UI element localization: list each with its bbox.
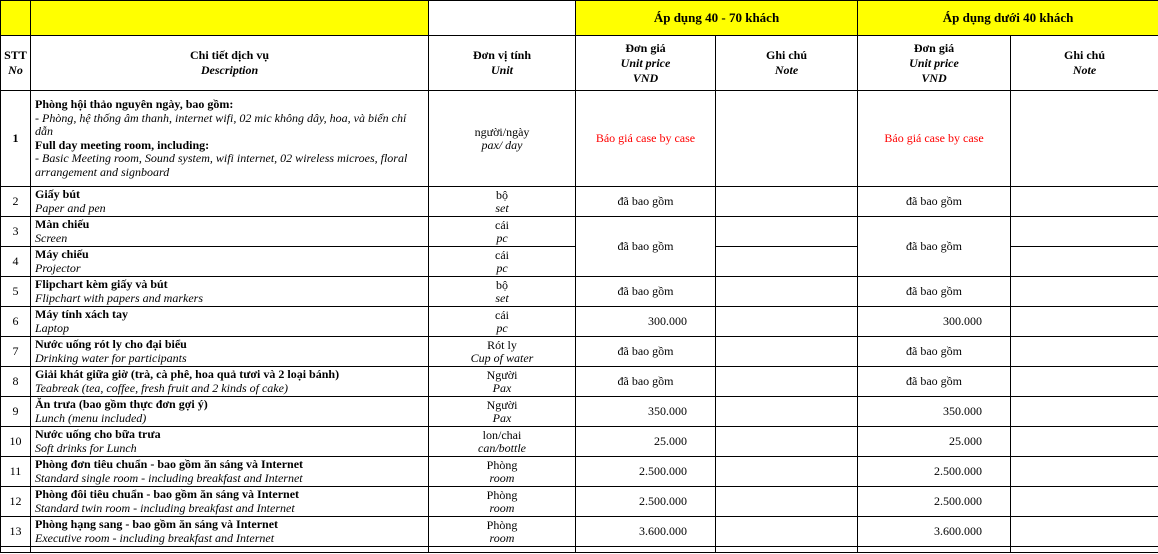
- description-cell: [31, 187, 429, 217]
- service-name-en: Lunch (menu included): [35, 410, 147, 425]
- note-cell-40-70: [716, 427, 858, 457]
- unit-en: Pax: [492, 380, 512, 395]
- service-name-en: Standard single room - including breakfast and Internet: [35, 470, 303, 485]
- unit-vi: bộ: [496, 187, 508, 202]
- service-name-en: Paper and pen: [35, 200, 106, 215]
- price-cell-under-40: 2.500.000: [858, 457, 1011, 487]
- description-cell: [31, 457, 429, 487]
- service-name-vi: Ăn trưa (bao gồm thực đơn gợi ý): [35, 397, 208, 411]
- note-header-vi: Ghi chú: [766, 48, 808, 62]
- table-row: [1, 517, 1158, 547]
- unit-en: room: [489, 500, 515, 515]
- unit-cell: [429, 91, 576, 187]
- price-cell-under-40: 25.000: [858, 427, 1011, 457]
- note-cell-40-70: [716, 517, 858, 547]
- note-cell-under-40: [1011, 367, 1158, 397]
- service-name-vi: Phòng hạng sang - bao gồm ăn sáng và Internet: [35, 517, 279, 531]
- service-name-vi: Máy chiếu: [35, 247, 89, 261]
- unit-cell: [429, 277, 576, 307]
- blank-desc-cell: [31, 1, 429, 36]
- price-header-under-40: [858, 36, 1011, 91]
- row-number-cell: 9: [1, 397, 31, 427]
- empty-cell: [1, 547, 31, 553]
- note-cell-40-70: [716, 187, 858, 217]
- note-cell-under-40: [1011, 517, 1158, 547]
- blank-stt-cell: [1, 1, 31, 36]
- group-header-row: [1, 1, 1158, 36]
- unit-en: room: [489, 470, 515, 485]
- row-number-cell: 1: [1, 91, 31, 187]
- table-row: [1, 187, 1158, 217]
- empty-cell: [716, 547, 858, 553]
- description-cell: [31, 277, 429, 307]
- note-header-vi: Ghi chú: [1064, 48, 1106, 62]
- note-header-40-70: [716, 36, 858, 91]
- service-name-en: Standard twin room - including breakfast and Internet: [35, 500, 295, 515]
- unit-cell: [429, 187, 576, 217]
- service-detail-en: - Basic Meeting room, Sound system, wifi internet, 02 wireless microes, floral arrangement and signboard: [35, 151, 408, 179]
- description-cell: [31, 397, 429, 427]
- price-cell-under-40: đã bao gồm: [858, 187, 1011, 217]
- description-cell: [31, 487, 429, 517]
- price-cell-under-40: đã bao gồm: [858, 277, 1011, 307]
- description-cell: [31, 367, 429, 397]
- price-header-40-70: [576, 36, 716, 91]
- unit-cell: [429, 337, 576, 367]
- unit-cell: [429, 217, 576, 247]
- service-name-vi: Flipchart kèm giấy và bút: [35, 277, 168, 291]
- price-cell-under-40: Báo giá case by case: [858, 91, 1011, 187]
- note-header-en: Note: [1072, 63, 1097, 77]
- table-row: [1, 277, 1158, 307]
- service-name-en: Screen: [35, 230, 68, 245]
- price-cell-under-40: 350.000: [858, 397, 1011, 427]
- table-row: [1, 457, 1158, 487]
- row-number-cell: 8: [1, 367, 31, 397]
- price-cell-40-70: đã bao gồm: [576, 367, 716, 397]
- row-number-cell: 13: [1, 517, 31, 547]
- price-cell-40-70: đã bao gồm: [576, 337, 716, 367]
- service-name-en: Laptop: [35, 320, 70, 335]
- unit-en: set: [495, 200, 509, 215]
- unit-header-en: Unit: [490, 63, 513, 77]
- description-cell: [31, 247, 429, 277]
- unit-en: Cup of water: [470, 350, 534, 365]
- unit-en: room: [489, 530, 515, 545]
- unit-en: can/bottle: [478, 440, 526, 455]
- column-header-row: [1, 36, 1158, 91]
- price-cell-under-40: đã bao gồm: [858, 337, 1011, 367]
- unit-en: Pax: [492, 410, 512, 425]
- price-cell-under-40: đã bao gồm: [858, 217, 1011, 277]
- table-row: [1, 307, 1158, 337]
- row-number-cell: 10: [1, 427, 31, 457]
- price-cell-40-70: 2.500.000: [576, 457, 716, 487]
- service-name-en: Executive room - including breakfast and Internet: [35, 530, 275, 545]
- service-name-vi: Phòng đơn tiêu chuẩn - bao gồm ăn sáng và Internet: [35, 457, 304, 471]
- service-detail-vi: - Phòng, hệ thống âm thanh, internet wifi, 02 mic không dây, hoa, và biển chỉ dẫn: [35, 110, 407, 138]
- note-cell-40-70: [716, 91, 858, 187]
- unit-vi: người/ngày: [474, 124, 530, 139]
- price-cell-40-70: 3.600.000: [576, 517, 716, 547]
- service-name-vi: Giấy bút: [35, 187, 81, 201]
- service-name-vi: Nước uống rót ly cho đại biểu: [35, 337, 187, 351]
- empty-cell: [31, 547, 429, 553]
- unit-cell: [429, 367, 576, 397]
- unit-cell: [429, 457, 576, 487]
- unit-vi: Phòng: [486, 487, 518, 502]
- service-name-vi: Nước uống cho bữa trưa: [35, 427, 161, 441]
- price-cell-40-70: 25.000: [576, 427, 716, 457]
- empty-cell: [576, 547, 716, 553]
- description-header-en: Description: [200, 63, 259, 77]
- unit-vi: Phòng: [486, 457, 518, 472]
- note-cell-40-70: [716, 307, 858, 337]
- price-header-en: Unit price: [909, 55, 959, 70]
- table-row: [1, 487, 1158, 517]
- note-cell-under-40: [1011, 91, 1158, 187]
- table-row: [1, 91, 1158, 187]
- unit-en: pax/ day: [481, 137, 523, 152]
- price-cell-40-70: Báo giá case by case: [576, 91, 716, 187]
- note-cell-under-40: [1011, 307, 1158, 337]
- unit-vi: cái: [495, 247, 509, 262]
- price-cell-40-70: 300.000: [576, 307, 716, 337]
- note-cell-under-40: [1011, 217, 1158, 247]
- unit-en: pc: [496, 260, 508, 275]
- unit-cell: [429, 247, 576, 277]
- service-name-vi: Màn chiếu: [35, 217, 90, 231]
- description-header-vi: Chi tiết dịch vụ: [189, 48, 269, 62]
- service-name-en: Projector: [35, 260, 81, 275]
- note-cell-40-70: [716, 247, 858, 277]
- unit-vi: bộ: [496, 277, 508, 292]
- row-number-cell: 4: [1, 247, 31, 277]
- unit-cell: [429, 517, 576, 547]
- row-number-cell: 11: [1, 457, 31, 487]
- unit-cell: [429, 487, 576, 517]
- price-cell-40-70: đã bao gồm: [576, 277, 716, 307]
- unit-header-cell: [429, 36, 576, 91]
- stt-header-vi: STT: [4, 48, 27, 62]
- row-number-cell: 7: [1, 337, 31, 367]
- unit-vi: lon/chai: [482, 427, 522, 442]
- table-row: [1, 397, 1158, 427]
- table-row: [1, 337, 1158, 367]
- price-cell-under-40: 300.000: [858, 307, 1011, 337]
- unit-cell: [429, 307, 576, 337]
- table-row: [1, 367, 1158, 397]
- unit-en: set: [495, 290, 509, 305]
- service-name-vi: Phòng hội thảo nguyên ngày, bao gồm:: [35, 97, 234, 111]
- note-cell-40-70: [716, 277, 858, 307]
- description-cell: [31, 517, 429, 547]
- note-cell-40-70: [716, 367, 858, 397]
- unit-vi: Phòng: [486, 517, 518, 532]
- unit-en: pc: [496, 230, 508, 245]
- row-number-cell: 5: [1, 277, 31, 307]
- row-number-cell: 12: [1, 487, 31, 517]
- blank-unit-cell: [429, 1, 576, 36]
- unit-vi: cái: [495, 307, 509, 322]
- description-cell: [31, 337, 429, 367]
- service-name-en: Soft drinks for Lunch: [35, 440, 137, 455]
- service-name-vi: Máy tính xách tay: [35, 307, 128, 321]
- row-number-cell: 3: [1, 217, 31, 247]
- stt-header-en: No: [8, 63, 23, 77]
- description-cell: [31, 307, 429, 337]
- note-cell-under-40: [1011, 487, 1158, 517]
- price-cell-40-70: đã bao gồm: [576, 217, 716, 277]
- note-cell-40-70: [716, 457, 858, 487]
- price-header-vi: Đơn giá: [625, 40, 666, 55]
- note-cell-40-70: [716, 217, 858, 247]
- unit-cell: [429, 397, 576, 427]
- description-cell: [31, 91, 429, 187]
- description-cell: [31, 217, 429, 247]
- service-name-en: Flipchart with papers and markers: [35, 290, 203, 305]
- service-name-en: Full day meeting room, including:: [35, 137, 210, 152]
- price-cell-under-40: 2.500.000: [858, 487, 1011, 517]
- service-name-en: Teabreak (tea, coffee, fresh fruit and 2 kinds of cake): [35, 380, 288, 395]
- price-cell-40-70: đã bao gồm: [576, 187, 716, 217]
- description-cell: [31, 427, 429, 457]
- price-header-currency: VND: [921, 70, 947, 85]
- note-cell-under-40: [1011, 277, 1158, 307]
- note-cell-under-40: [1011, 337, 1158, 367]
- table-row: [1, 427, 1158, 457]
- note-cell-under-40: [1011, 457, 1158, 487]
- empty-cell: [429, 547, 576, 553]
- note-header-en: Note: [774, 63, 799, 77]
- service-name-vi: Phòng đôi tiêu chuẩn - bao gồm ăn sáng và Internet: [35, 487, 300, 501]
- unit-vi: cái: [495, 217, 509, 232]
- unit-header-vi: Đơn vị tính: [473, 48, 531, 62]
- price-cell-under-40: đã bao gồm: [858, 367, 1011, 397]
- service-name-en: Drinking water for participants: [35, 350, 187, 365]
- unit-en: pc: [496, 320, 508, 335]
- note-cell-under-40: [1011, 397, 1158, 427]
- empty-cell: [1011, 547, 1158, 553]
- service-name-vi: Giải khát giữa giờ (trà, cà phê, hoa quả tươi và 2 loại bánh): [35, 367, 340, 381]
- note-cell-40-70: [716, 337, 858, 367]
- empty-cell: [858, 547, 1011, 553]
- unit-cell: [429, 427, 576, 457]
- note-cell-under-40: [1011, 187, 1158, 217]
- partial-bottom-row: [1, 547, 1158, 553]
- row-number-cell: 2: [1, 187, 31, 217]
- price-cell-40-70: 350.000: [576, 397, 716, 427]
- price-header-vi: Đơn giá: [913, 40, 955, 55]
- note-header-under-40: [1011, 36, 1158, 91]
- price-header-en: Unit price: [620, 55, 671, 70]
- description-header-cell: [31, 36, 429, 91]
- note-cell-40-70: [716, 397, 858, 427]
- group-header-under-40: Áp dụng dưới 40 khách: [858, 1, 1158, 36]
- group-header-40-70: Áp dụng 40 - 70 khách: [576, 1, 858, 36]
- row-number-cell: 6: [1, 307, 31, 337]
- stt-header-cell: [1, 36, 31, 91]
- price-cell-40-70: 2.500.000: [576, 487, 716, 517]
- unit-vi: Rót ly: [487, 337, 517, 352]
- note-cell-40-70: [716, 487, 858, 517]
- table-row: [1, 217, 1158, 247]
- note-cell-under-40: [1011, 427, 1158, 457]
- unit-vi: Người: [486, 397, 518, 412]
- price-cell-under-40: 3.600.000: [858, 517, 1011, 547]
- note-cell-under-40: [1011, 247, 1158, 277]
- price-header-currency: VND: [632, 70, 659, 85]
- unit-vi: Người: [486, 367, 518, 382]
